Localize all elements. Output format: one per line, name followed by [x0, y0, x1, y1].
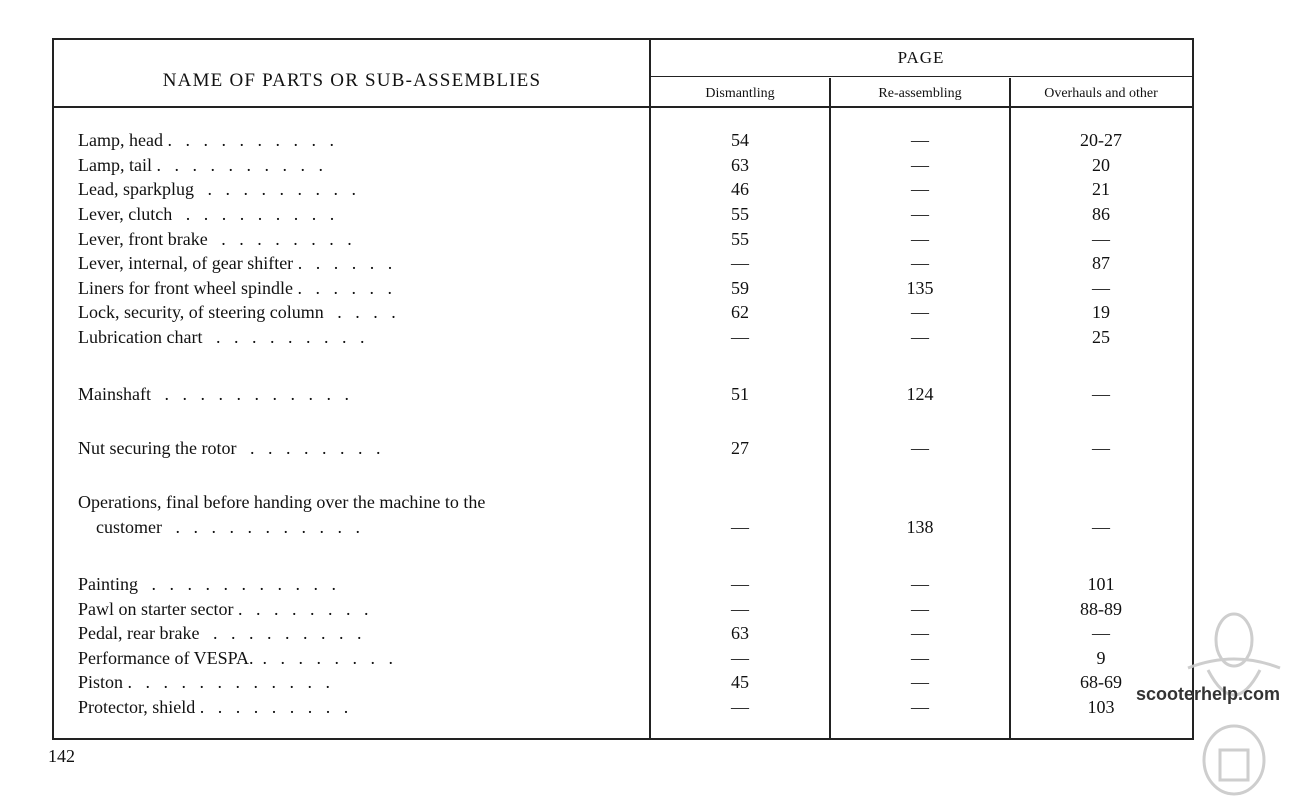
dot-leader: . . . . . . . . [253, 648, 393, 668]
overhauls-page: — [1092, 278, 1110, 298]
header-rule [54, 106, 1192, 108]
dismantling-page: 51 [731, 384, 749, 404]
table-row [54, 670, 1192, 694]
reassembling-page: 135 [906, 278, 934, 298]
table-row [54, 597, 1192, 621]
dot-leader: . . . . . . . . [207, 229, 352, 249]
header-dismantling: Dismantling [705, 86, 775, 101]
overhauls-page: — [1092, 623, 1110, 643]
table-row [54, 128, 1192, 152]
dot-leader: . . . . . . . . . . . [138, 574, 337, 594]
overhauls-page: 87 [1092, 253, 1110, 273]
page-subheader-rule [650, 76, 1192, 77]
part-label: Lever, clutch [78, 204, 173, 224]
dismantling-page: — [731, 648, 749, 668]
part-name [78, 646, 634, 670]
table-row [54, 251, 1192, 275]
reassembling-page: — [911, 574, 929, 594]
part-label: Mainshaft [78, 384, 151, 404]
watermark-text: scooterhelp.com [1136, 684, 1281, 704]
overhauls-page: 88-89 [1080, 599, 1122, 619]
overhauls-page: 19 [1092, 302, 1110, 322]
reassembling-page: — [911, 204, 929, 224]
dismantling-page: 54 [731, 130, 749, 150]
part-name [78, 325, 634, 349]
part-label: Lubrication chart [78, 327, 203, 347]
dismantling-page: — [731, 517, 749, 537]
part-label: Pedal, rear brake [78, 623, 200, 643]
dot-leader: . . . . . . . . . [172, 204, 335, 224]
table-row [54, 515, 1192, 539]
table-row [54, 202, 1192, 226]
dot-leader: . . . . . . . . . . . [150, 384, 349, 404]
reassembling-page: — [911, 302, 929, 322]
dot-leader: . . . . . . . . . . [162, 130, 334, 150]
dismantling-page: — [731, 599, 749, 619]
dismantling-page: 59 [731, 278, 749, 298]
reassembling-page: — [911, 155, 929, 175]
table-row [54, 646, 1192, 670]
part-label: Lamp, head [78, 130, 163, 150]
overhauls-page: — [1092, 438, 1110, 458]
header-overhauls: Overhauls and other [1044, 86, 1158, 101]
reassembling-page: — [911, 599, 929, 619]
part-name [78, 695, 634, 719]
part-name [78, 202, 634, 226]
reassembling-page: — [911, 229, 929, 249]
dot-leader: . . . . . . . . . [199, 623, 362, 643]
overhauls-page: — [1092, 517, 1110, 537]
overhauls-page: 21 [1092, 179, 1110, 199]
overhauls-page: 20-27 [1080, 130, 1122, 150]
reassembling-page: 138 [906, 517, 934, 537]
dot-leader: . . . . . . . . . [193, 179, 356, 199]
table-row [54, 572, 1192, 596]
table-row [54, 153, 1192, 177]
part-label: Operations, final before handing over the machine to the [78, 492, 486, 512]
part-name [78, 436, 634, 460]
part-label: Nut securing the rotor [78, 438, 237, 458]
part-label: Lamp, tail [78, 155, 152, 175]
reassembling-page: — [911, 179, 929, 199]
dot-leader: . . . . [323, 302, 396, 322]
dismantling-page: — [731, 327, 749, 347]
part-name [78, 670, 634, 694]
part-label: Lever, front brake [78, 229, 208, 249]
part-name [78, 572, 634, 596]
dismantling-page: — [731, 574, 749, 594]
dot-leader: . . . . . . . . . . . . [123, 672, 331, 692]
part-name [78, 177, 634, 201]
overhauls-page: 9 [1096, 648, 1106, 668]
dismantling-page: 55 [731, 204, 749, 224]
part-label: Piston [78, 672, 124, 692]
part-name [78, 597, 634, 621]
part-label: Painting [78, 574, 139, 594]
dismantling-page: 63 [731, 623, 749, 643]
overhauls-page: 101 [1087, 574, 1115, 594]
reassembling-page: — [911, 623, 929, 643]
table-row [54, 621, 1192, 645]
dot-leader: . . . . . . . . . . . [161, 517, 360, 537]
part-name [78, 300, 634, 324]
overhauls-page: — [1092, 229, 1110, 249]
dot-leader: . . . . . . [293, 253, 393, 273]
part-label: Lead, sparkplug [78, 179, 194, 199]
reassembling-page: — [911, 130, 929, 150]
dismantling-page: 63 [731, 155, 749, 175]
dismantling-page: 45 [731, 672, 749, 692]
header-reassembling: Re-assembling [878, 86, 962, 101]
dismantling-page: — [731, 697, 749, 717]
reassembling-page: — [911, 438, 929, 458]
part-label: Protector, shield [78, 697, 196, 717]
dismantling-page: 55 [731, 229, 749, 249]
reassembling-page: — [911, 697, 929, 717]
dot-leader: . . . . . . . . . [202, 327, 365, 347]
part-label: Liners for front wheel spindle [78, 278, 293, 298]
part-name [78, 153, 634, 177]
part-label: customer [96, 517, 162, 537]
table-row [54, 436, 1192, 460]
page-number: 142 [48, 746, 75, 766]
dot-leader: . . . . . . . . [236, 438, 381, 458]
header-page: PAGE [897, 48, 945, 67]
dismantling-page: 46 [731, 179, 749, 199]
dot-leader: . . . . . . . . [233, 599, 369, 619]
dot-leader: . . . . . . . . . [195, 697, 349, 717]
table-row [54, 276, 1192, 300]
part-name [78, 621, 634, 645]
part-label: Pawl on starter sector [78, 599, 234, 619]
overhauls-page: 20 [1092, 155, 1110, 175]
part-name [96, 515, 634, 539]
part-label: Performance of VESPA. [78, 648, 254, 668]
table-row [54, 490, 1192, 514]
table-row [54, 325, 1192, 349]
index-table [52, 38, 1194, 740]
table-row [54, 300, 1192, 324]
overhauls-page: — [1092, 384, 1110, 404]
dismantling-page: — [731, 253, 749, 273]
table-row [54, 695, 1192, 719]
part-name [78, 227, 634, 251]
overhauls-page: 68-69 [1080, 672, 1122, 692]
part-name [78, 128, 634, 152]
reassembling-page: — [911, 672, 929, 692]
dot-leader: . . . . . . . . . . [151, 155, 323, 175]
overhauls-page: 86 [1092, 204, 1110, 224]
table-row [54, 227, 1192, 251]
reassembling-page: 124 [906, 384, 934, 404]
part-label: Lever, internal, of gear shifter [78, 253, 294, 273]
part-name [78, 490, 634, 514]
table-row [54, 177, 1192, 201]
table-row [54, 382, 1192, 406]
dot-leader: . . . . . . [292, 278, 392, 298]
part-name [78, 251, 634, 275]
part-name [78, 382, 634, 406]
dismantling-page: 27 [731, 438, 749, 458]
part-name [78, 276, 634, 300]
header-parts-name: NAME OF PARTS OR SUB-ASSEMBLIES [162, 70, 542, 91]
part-label: Lock, security, of steering column [78, 302, 324, 322]
reassembling-page: — [911, 253, 929, 273]
overhauls-page: 103 [1087, 697, 1115, 717]
dismantling-page: 62 [731, 302, 749, 322]
reassembling-page: — [911, 648, 929, 668]
overhauls-page: 25 [1092, 327, 1110, 347]
reassembling-page: — [911, 327, 929, 347]
